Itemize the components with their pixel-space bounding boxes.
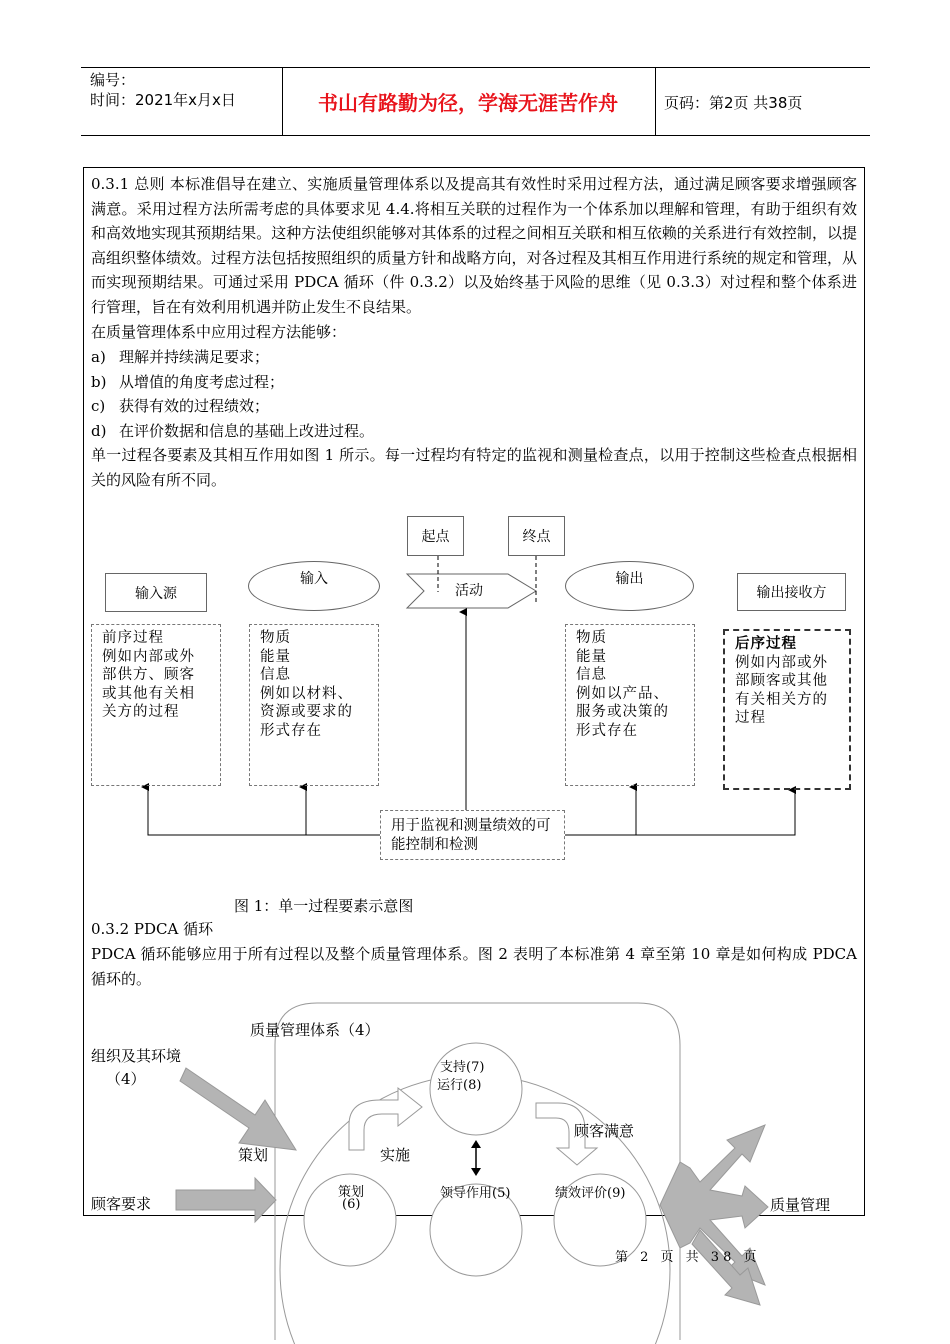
header-motto: 书山有路勤为径，学海无涯苦作舟 bbox=[318, 90, 618, 115]
section-heading-pdca: 0.3.2 PDCA 循环 bbox=[91, 920, 214, 938]
page-footer: 第 2 页 共 38 页 bbox=[615, 1250, 761, 1265]
customer-satisfaction-label: 顾客满意 bbox=[574, 1122, 635, 1140]
do-label: 实施 bbox=[380, 1146, 411, 1164]
support-label: 支持(7) bbox=[440, 1060, 485, 1075]
org-environment-label: 组织及其环境 bbox=[91, 1047, 182, 1065]
output-oval: 输出 bbox=[565, 561, 694, 611]
figure1-caption: 图 1：单一过程要素示意图 bbox=[234, 897, 414, 915]
paragraph-figure1-intro: 单一过程各要素及其相互作用如图 1 所示。每一过程均有特定的监视和测量检查点，以用于控制这些检查点根据相关的风险有所不同。 bbox=[91, 446, 857, 489]
plan-label: 策划 bbox=[238, 1146, 269, 1164]
leadership-label: 领导作用(5) bbox=[440, 1186, 511, 1201]
input-source-box: 输入源 bbox=[105, 573, 207, 612]
org-environment-arrow bbox=[180, 1068, 296, 1150]
customer-requirement-arrow bbox=[176, 1178, 276, 1222]
performance-evaluation-label: 绩效评价(9) bbox=[555, 1186, 626, 1201]
input-oval: 输入 bbox=[248, 561, 380, 611]
qms-label: 质量管理体系（4） bbox=[250, 1021, 380, 1039]
successor-text: 例如内部或外部顾客或其他有关相关方的过程 bbox=[735, 654, 828, 726]
activity-label: 活动 bbox=[455, 583, 483, 599]
paragraph-general: 0.3.1 总则 本标准倡导在建立、实施质量管理体系以及提高其有效性时采用过程方法，通过满足顾客要求增强顾客满意。采用过程方法所需考虑的具体要求见 4.4.将相互关联的过程作为一个体系加以理解和管理，有助于组织有效和高效地实现其预期结果。这种方法使组织能够对其体系的过程之间相互关联和相互依赖的关系进行有效控制，以提高组织整体绩效。过程方法包括按照组织的质量方针和战略方向，对各过程及其相互作用进行系统的规定和管理，从而实现预期结果。可通过采用 PDCA 循环（件 0.3.2）以及始终基于风险的思维（见 0.3.3）对过程和整个体系进行管理，旨在有效利用机遇并防止发生不良结果。 bbox=[91, 175, 857, 316]
predecessor-process-box: 前序过程 例如内部或外部供方、顾客或其他有关相关方的过程 bbox=[91, 624, 221, 786]
end-box: 终点 bbox=[508, 516, 565, 556]
list-item: b) 从增值的角度考虑过程； bbox=[91, 373, 285, 391]
header-time: 时间：2021年x月x日 bbox=[90, 91, 236, 109]
paragraph-pdca: PDCA 循环能够应用于所有过程以及整个质量管理体系。图 2 表明了本标准第 4 章至第 10 章是如何构成 PDCA 循环的。 bbox=[91, 945, 857, 988]
successor-title: 后序过程 bbox=[735, 636, 797, 652]
list-item: d) 在评价数据和信息的基础上改进过程。 bbox=[91, 422, 375, 440]
paragraph-benefits-intro: 在质量管理体系中应用过程方法能够： bbox=[91, 323, 347, 341]
list-item: c) 获得有效的过程绩效； bbox=[91, 397, 270, 415]
planning6-num: (6) bbox=[342, 1197, 361, 1212]
input-detail-box: 物质 能量 信息 例如以材料、资源或要求的形式存在 bbox=[249, 624, 379, 786]
quality-management-label: 质量管理 bbox=[770, 1196, 831, 1214]
monitoring-box: 用于监视和测量绩效的可能控制和检测 bbox=[380, 810, 565, 860]
output-receiver-box: 输出接收方 bbox=[737, 573, 846, 611]
org-environment-num: （4） bbox=[106, 1070, 146, 1088]
output-detail-box: 物质 能量 信息 例如以产品、服务或决策的形式存在 bbox=[565, 624, 695, 786]
planning6-label: 策划 bbox=[338, 1185, 365, 1200]
operation-label: 运行(8) bbox=[437, 1078, 482, 1093]
header-page-info: 页码：第2页 共38页 bbox=[664, 94, 803, 112]
list-item: a) 理解并持续满足要求； bbox=[91, 348, 270, 366]
customer-requirement-label: 顾客要求 bbox=[91, 1195, 152, 1213]
header-number: 编号： bbox=[90, 71, 136, 89]
start-box: 起点 bbox=[407, 516, 464, 556]
